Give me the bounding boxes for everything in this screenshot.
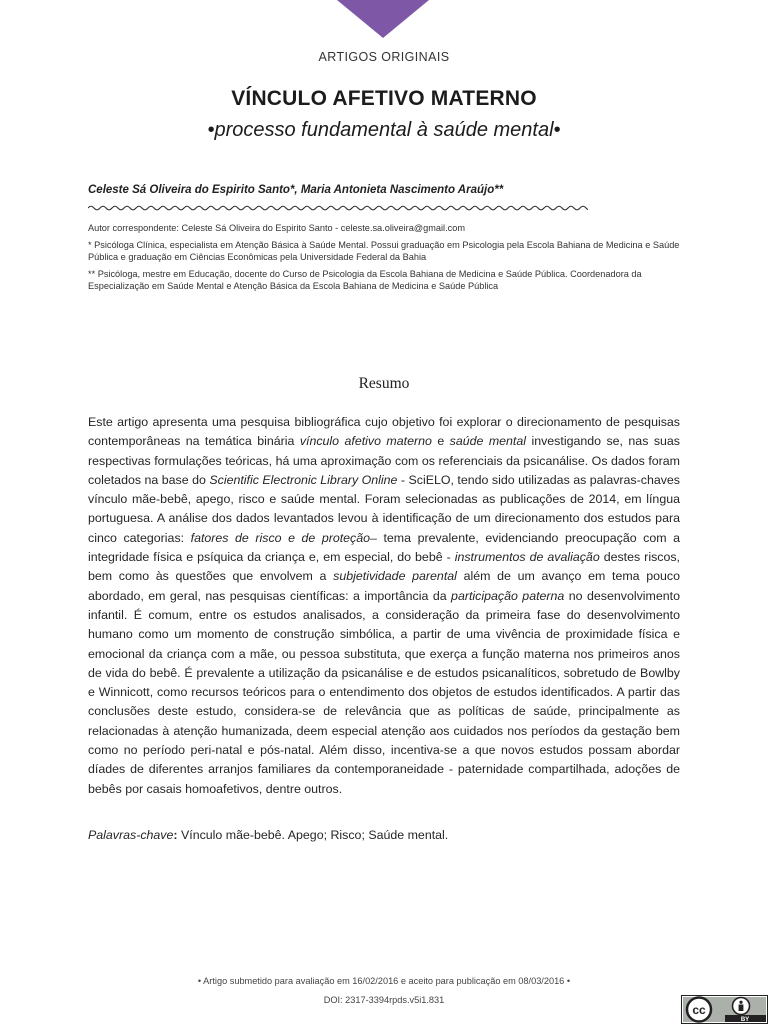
abstract-emphasis: participação paterna [451, 588, 565, 603]
keywords-text: Vínculo mãe-bebê. Apego; Risco; Saúde mental. [177, 828, 449, 842]
abstract-segment: tema prevalente, evidenciando preocupação com a integridade física e psíquica da criança e, em especial, do bebê - [88, 530, 680, 565]
wavy-divider [88, 203, 588, 213]
creative-commons-by-icon[interactable] [681, 995, 768, 1024]
doi: DOI: 2317-3394rpds.v5i1.831 [323, 995, 445, 1005]
abstract-emphasis: fatores de risco e de proteção– [190, 530, 377, 545]
keywords [88, 826, 680, 845]
abstract-segment: destes riscos, bem como às questões que envolvem a [88, 550, 680, 584]
abstract-segment: além de um avanço em tema pouco abordado, em geral, nas pesquisas científicas: a importância da [88, 569, 680, 603]
abstract-segment: no desenvolvimento infantil. É comum, entre os estudos analisados, a consideração da primeira fase do desenvolvimento humano como um momento de construção simbólica, a partir de uma vivência de proximidade física e emocional da criança com a mãe, ou pessoa substituta, que exerça a função materna nos primeiros anos de vida do bebê. É prevalente a utilização da psicanálise e de estudos psicanalíticos, sobretudo de Bowlby e Winnicott, como recursos teóricos para o entendimento dos objetos de estudos identificados. A partir das conclusões deste estudo, considera-se de relevância que as políticas de saúde, principalmente as relacionadas à atenção humanizada, deem especial atenção aos cuidados nos períodos da gestação bem como no período peri-natal e pós-natal. Além disso, incentiva-se a que novos estudos possam abordar díades de diferentes arranjos familiares da contemporaneidade - paternidade compartilhada, adoções de bebês por casais homoafetivos, dentre outros. [88, 588, 680, 796]
author-note-1: * Psicóloga Clínica, especialista em Atenção Básica à Saúde Mental. Possui graduação em Psicologia pela Escola Bahiana de Medicina e Saúde Pública e graduação em Ciências Econômicas pela Universidade Federal da Bahia [88, 239, 680, 263]
abstract-segment: investigando se, nas suas respectivas formulações teóricas, há uma aproximação com os referenciais da psicanálise. Os dados foram coletados na base do [88, 434, 680, 487]
author-notes [88, 222, 688, 297]
article-subtitle: •processo fundamental à saúde mental• [207, 119, 561, 141]
article-title: VÍNCULO AFETIVO MATERNO [231, 87, 537, 110]
abstract-segment: e [431, 434, 450, 449]
abstract-text [88, 413, 680, 799]
correspondent-note: Autor correspondente: Celeste Sá Oliveira do Espirito Santo - celeste.sa.oliveira@gmail.com [88, 223, 466, 233]
abstract-emphasis: vínculo afetivo materno [299, 434, 432, 449]
header-triangle-decoration [337, 0, 429, 38]
abstract-emphasis: instrumentos de avaliação [454, 550, 600, 565]
abstract-emphasis: saúde mental [449, 434, 527, 449]
keywords-separator: : [173, 828, 178, 842]
abstract-segment: - SciELO, tendo sido utilizadas as palavras-chaves vínculo mãe-bebê, apego, risco e saúde mental. Foram selecionadas as publicações de 2014, em língua portuguesa. A análise dos dados levantados levou à identificação de um direcionamento dos estudos para cinco categorias: [88, 472, 681, 545]
abstract-heading: Resumo [358, 375, 410, 392]
author-list: Celeste Sá Oliveira do Espirito Santo*, Maria Antonieta Nascimento Araújo** [88, 184, 504, 196]
abstract-emphasis: Scientific Electronic Library Online [209, 472, 398, 487]
by-label: BY [740, 1017, 750, 1023]
author-note-2: ** Psicóloga, mestre em Educação, docente do Curso de Psicologia da Escola Bahiana de Medicina e Saúde Pública. Coordenadora da Especialização em Saúde Mental e Atenção Básica da Escola Bahiana de Medicina e Saúde Pública [88, 268, 642, 292]
section-label: ARTIGOS ORIGINAIS [318, 50, 450, 64]
submission-note: • Artigo submetido para avaliação em 16/02/2016 e aceito para publicação em 08/03/2016 • [197, 976, 571, 986]
cc-label: cc [692, 1003, 706, 1017]
abstract-segment: Este artigo apresenta uma pesquisa bibliográfica cujo objetivo foi explorar o direcionamento de pesquisas contemporâneas na temática binária [88, 415, 680, 449]
keywords-label: Palavras-chave [88, 828, 174, 842]
abstract-emphasis: subjetividade parental [333, 569, 457, 584]
